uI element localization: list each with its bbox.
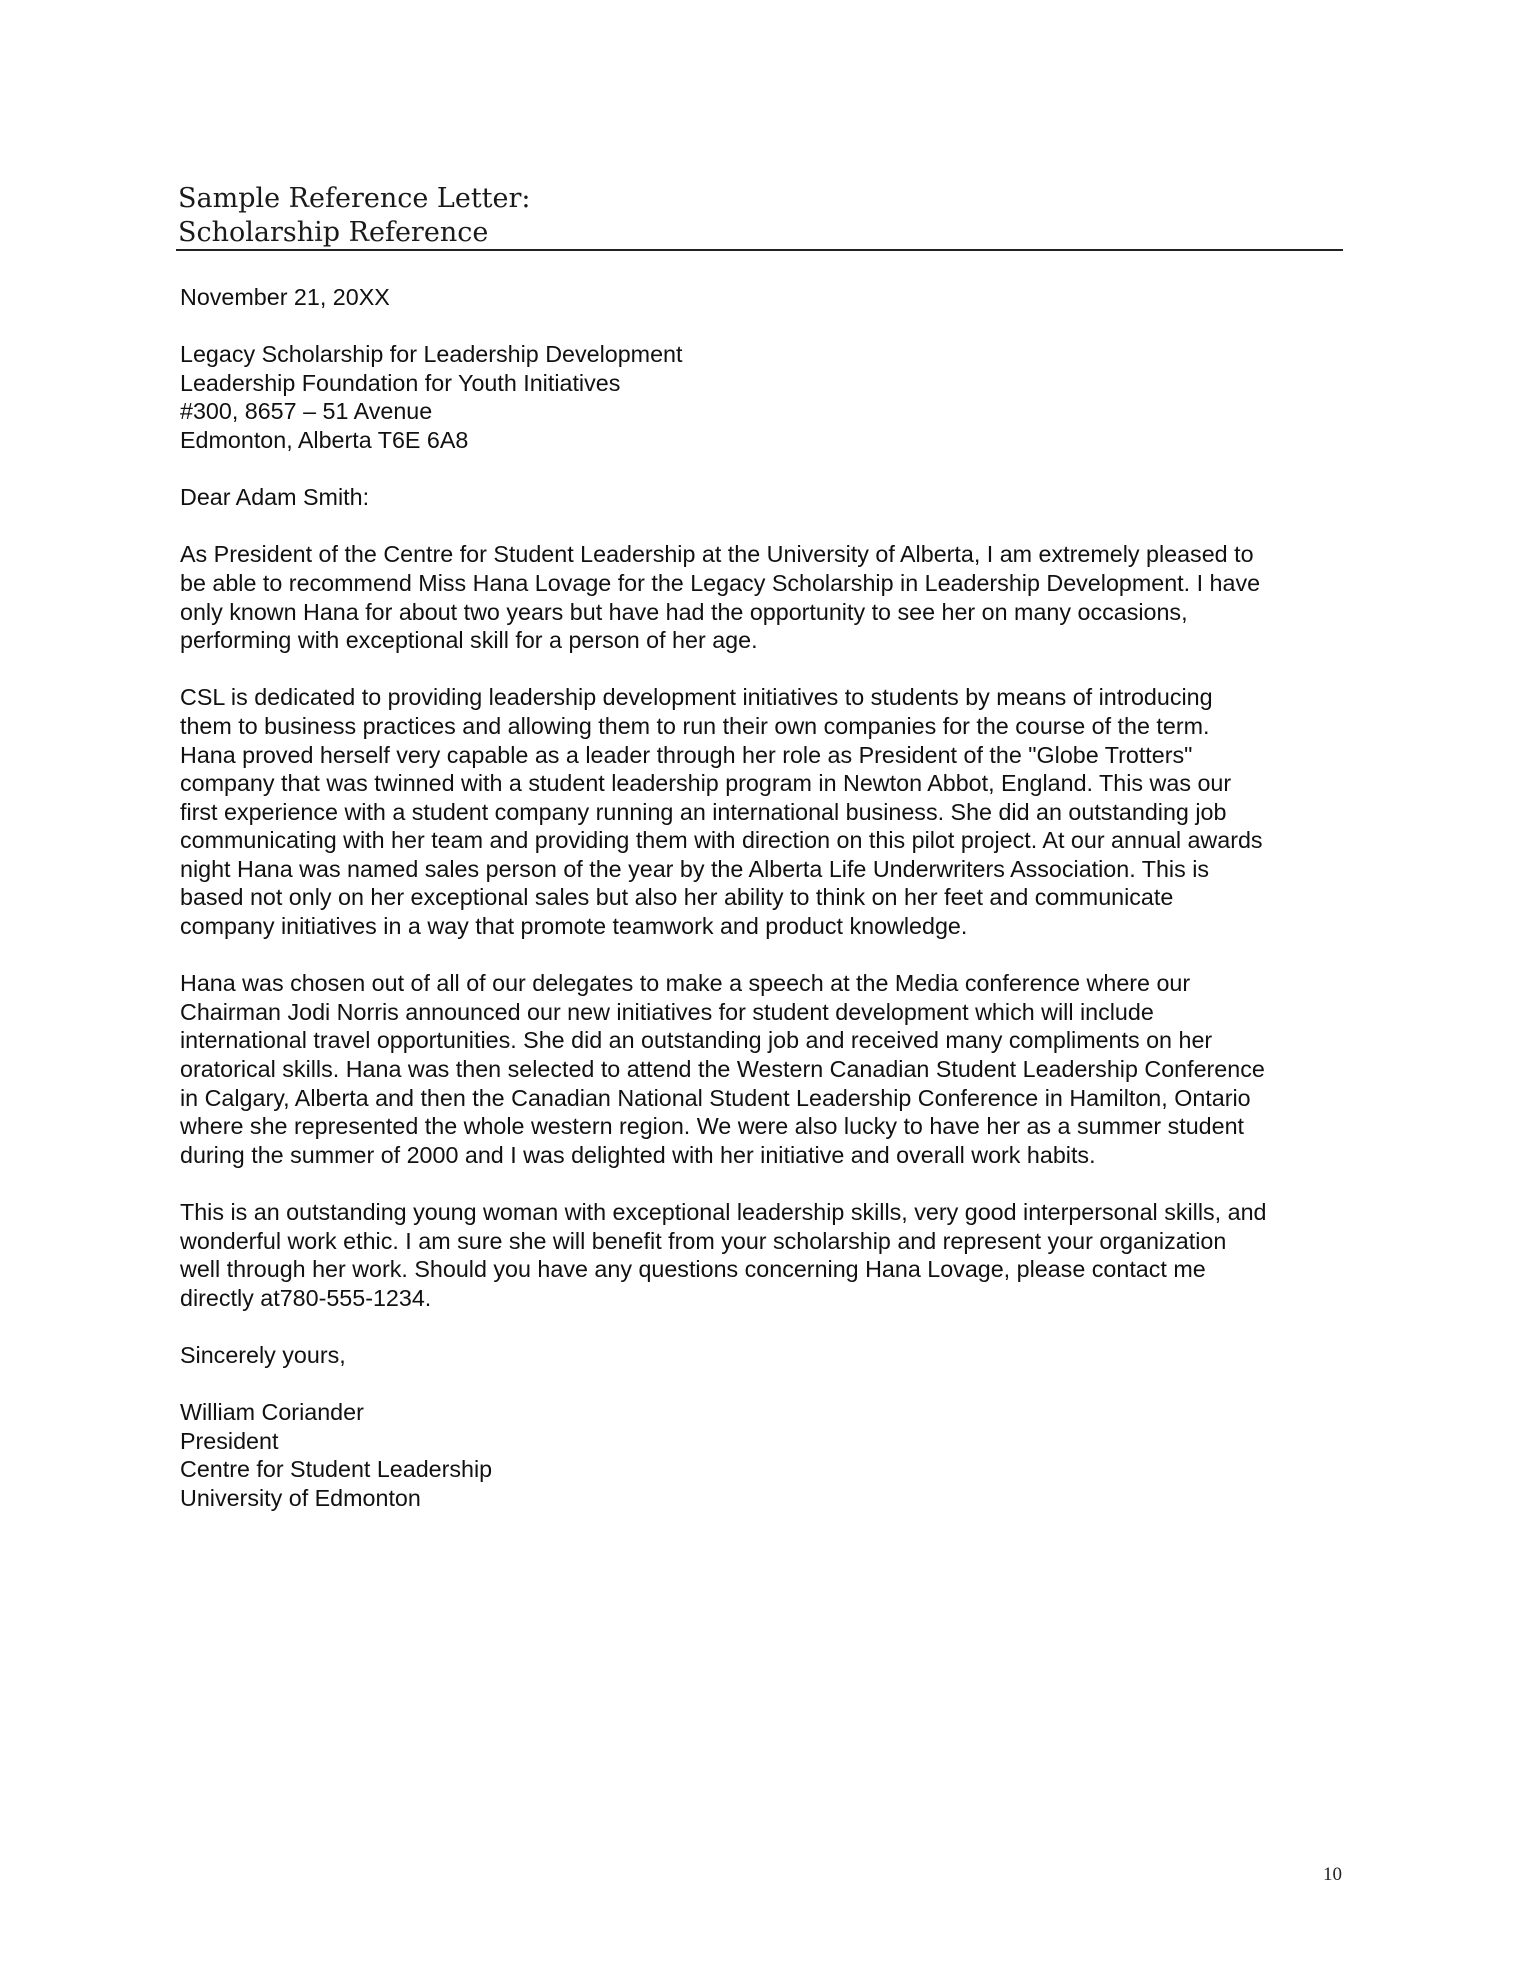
address-line: Leadership Foundation for Youth Initiatives xyxy=(180,369,621,396)
salutation xyxy=(180,483,1350,512)
heading-divider xyxy=(176,249,1343,251)
paragraph-line: them to business practices and allowing them to run their own companies for the course of the term. xyxy=(180,712,1210,739)
paragraph-line: night Hana was named sales person of the year by the Alberta Life Underwriters Association. This is xyxy=(180,855,1210,882)
paragraph-line: This is an outstanding young woman with exceptional leadership skills, very good interpersonal skills, and xyxy=(180,1199,1267,1225)
paragraph-line: where she represented the whole western region. We were also lucky to have her as a summer student xyxy=(180,1113,1245,1140)
address-line: #300, 8657 – 51 Avenue xyxy=(180,398,433,425)
paragraph-line: directly at780-555-1234. xyxy=(180,1284,432,1311)
address-line: Edmonton, Alberta T6E 6A8 xyxy=(180,426,469,453)
letter-body xyxy=(180,283,1350,1541)
paragraph-line: company that was twinned with a student leadership program in Newton Abbot, England. This was our xyxy=(180,770,1232,797)
paragraph-3 xyxy=(180,969,1350,1169)
paragraph-line: performing with exceptional skill for a person of her age. xyxy=(180,627,758,654)
address-line: Legacy Scholarship for Leadership Development xyxy=(180,341,683,368)
paragraph-line: first experience with a student company running an international business. She did an outstanding job xyxy=(180,798,1227,825)
letter-date xyxy=(180,283,1350,312)
signature-title: President xyxy=(180,1427,279,1454)
paragraph-line: international travel opportunities. She did an outstanding job and received many compliments on her xyxy=(180,1027,1213,1054)
signature-organization: Centre for Student Leadership xyxy=(180,1456,493,1483)
paragraph-1 xyxy=(180,540,1350,654)
paragraph-line: oratorical skills. Hana was then selected to attend the Western Canadian Student Leadership Conference xyxy=(180,1056,1265,1083)
paragraph-line: during the summer of 2000 and I was delighted with her initiative and overall work habits. xyxy=(180,1141,1096,1168)
paragraph-line: be able to recommend Miss Hana Lovage for the Legacy Scholarship in Leadership Development. I have xyxy=(180,569,1261,596)
closing-text: Sincerely yours, xyxy=(180,1341,346,1368)
recipient-address xyxy=(180,340,1350,454)
paragraph-line: wonderful work ethic. I am sure she will benefit from your scholarship and represent your organization xyxy=(180,1227,1227,1254)
paragraph-line: CSL is dedicated to providing leadership development initiatives to students by means of introducing xyxy=(180,684,1213,711)
heading-line-1: Sample Reference Letter: xyxy=(178,183,531,214)
closing xyxy=(180,1341,1350,1370)
date-text: November 21, 20XX xyxy=(180,284,390,310)
signature-name: William Coriander xyxy=(180,1399,364,1426)
paragraph-line: Hana was chosen out of all of our delegates to make a speech at the Media conference where our xyxy=(180,970,1191,997)
heading-line-2: Scholarship Reference xyxy=(178,217,489,248)
signature-institution: University of Edmonton xyxy=(180,1484,421,1511)
paragraph-line: company initiatives in a way that promote teamwork and product knowledge. xyxy=(180,913,968,940)
paragraph-line: Chairman Jodi Norris announced our new initiatives for student development which will include xyxy=(180,998,1154,1025)
paragraph-line: well through her work. Should you have any questions concerning Hana Lovage, please contact me xyxy=(180,1256,1206,1283)
signature-block xyxy=(180,1398,1350,1512)
paragraph-line: Hana proved herself very capable as a leader through her role as President of the "Globe Trotters" xyxy=(180,741,1193,768)
paragraph-line: As President of the Centre for Student Leadership at the University of Alberta, I am extremely pleased to xyxy=(180,541,1254,568)
page-number: 10 xyxy=(1323,1864,1342,1885)
document-heading xyxy=(178,182,1343,250)
paragraph-line: in Calgary, Alberta and then the Canadian National Student Leadership Conference in Hamilton, Ontario xyxy=(180,1084,1251,1111)
paragraph-4 xyxy=(180,1198,1350,1312)
paragraph-line: communicating with her team and providing them with direction on this pilot project. At our annual awards xyxy=(180,827,1263,854)
paragraph-2 xyxy=(180,683,1350,940)
paragraph-line: only known Hana for about two years but have had the opportunity to see her on many occasions, xyxy=(180,598,1188,625)
salutation-text: Dear Adam Smith: xyxy=(180,484,370,511)
paragraph-line: based not only on her exceptional sales but also her ability to think on her feet and communicate xyxy=(180,884,1174,911)
